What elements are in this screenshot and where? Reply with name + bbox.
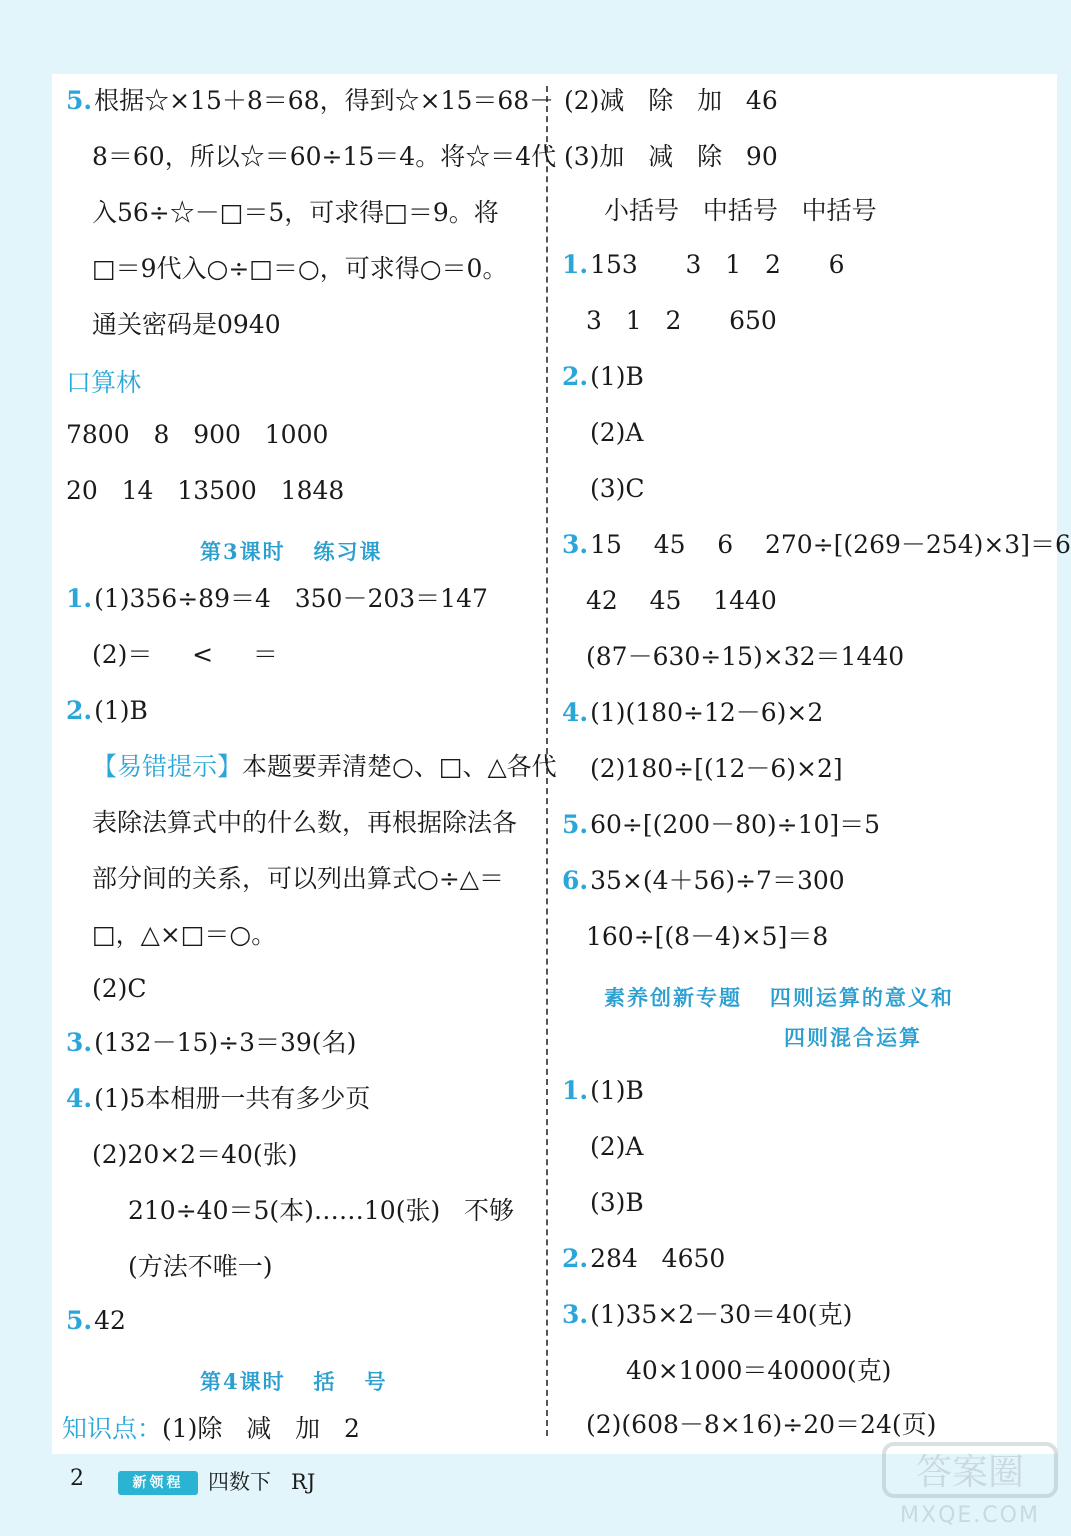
footer-grade-label: 四数下 RJ — [208, 1470, 316, 1494]
r-q2-c: (3)C — [590, 474, 645, 503]
brand-badge: 新领程 — [118, 1471, 198, 1495]
kousuan-row-1: 7800 8 900 1000 — [66, 420, 329, 449]
r-q6-a: 6.35×(4＋56)÷7＝300 — [562, 866, 845, 895]
page-number: 2 — [70, 1466, 84, 1491]
r-k4: 小括号 中括号 中括号 — [604, 196, 877, 225]
l3-q2-a: 2.(1)B — [66, 696, 148, 725]
r-q4-a: 4.(1)(180÷12－6)×2 — [562, 698, 824, 727]
lesson3-heading: 第3课时 练习课 — [200, 539, 383, 564]
r-s1-c: (3)B — [590, 1188, 644, 1217]
r-s1-a: 1.(1)B — [562, 1076, 644, 1105]
svg-text:答案圈: 答案圈 — [915, 1452, 1025, 1493]
special-heading-2: 四则混合运算 — [784, 1025, 922, 1050]
left-q5-line5: 通关密码是0940 — [92, 310, 281, 339]
r-q3-c: (87－630÷15)×32＝1440 — [586, 642, 905, 671]
r-q3-b: 42 45 1440 — [586, 586, 777, 615]
tip-line4: □，△×□＝○。 — [92, 920, 277, 949]
l3-q2-c: (2)C — [92, 974, 147, 1003]
tip-line3: 部分间的关系，可以列出算式○÷△＝ — [92, 864, 504, 893]
l3-q1-b: (2)＝ < ＝ — [92, 640, 278, 669]
r-q2-a: 2.(1)B — [562, 362, 644, 391]
left-q5-line2: 8＝60，所以☆＝60÷15＝4。将☆＝4代 — [92, 142, 557, 171]
r-k2: (2)减 除 加 46 — [564, 86, 778, 115]
watermark-logo-icon — [880, 1438, 1060, 1528]
l3-q5: 5.42 — [66, 1306, 126, 1335]
svg-text:MXQE.COM: MXQE.COM — [900, 1503, 1040, 1528]
tip-label: 【易错提示】 — [92, 752, 243, 781]
r-s3-c: (2)(608－8×16)÷20＝24(页) — [586, 1410, 937, 1439]
r-k3: (3)加 减 除 90 — [564, 142, 778, 171]
left-q5-line3: 入56÷☆－□＝5，可求得□＝9。将 — [92, 198, 499, 227]
l3-q4-b: (2)20×2＝40(张) — [92, 1140, 298, 1169]
r-q6-b: 160÷[(8－4)×5]＝8 — [586, 922, 829, 951]
page-border-left — [0, 0, 52, 1536]
kousuan-title: 口算林 — [66, 368, 142, 397]
r-q4-b: (2)180÷[(12－6)×2] — [590, 754, 843, 783]
tip-line2: 表除法算式中的什么数，再根据除法各 — [92, 808, 518, 837]
r-q1-a: 1.153 3 1 2 6 — [562, 250, 845, 279]
lesson4-heading: 第4课时 括 号 — [200, 1369, 388, 1394]
r-q1-b: 3 1 2 650 — [586, 306, 777, 335]
l3-q4-c: 210÷40＝5(本)……10(张) 不够 — [128, 1196, 515, 1225]
page-border-top — [0, 0, 1071, 74]
r-s2: 2.284 4650 — [562, 1244, 726, 1273]
r-s3-b: 40×1000＝40000(克) — [626, 1356, 892, 1385]
left-q5-line4: □＝9代入○÷□＝○，可求得○＝0。 — [92, 254, 508, 283]
l3-q1-a: 1.(1)356÷89＝4 350－203＝147 — [66, 584, 488, 613]
r-q3-a: 3.15 45 6 270÷[(269－254)×3]＝6 — [562, 530, 1071, 559]
zhishi-label: 知识点： — [62, 1414, 163, 1443]
zhishi-line: 知识点：(1)除 减 加 2 — [62, 1414, 360, 1443]
r-q2-b: (2)A — [590, 418, 644, 447]
l3-q3: 3.(132－15)÷3＝39(名) — [66, 1028, 357, 1057]
kousuan-row-2: 20 14 13500 1848 — [66, 476, 345, 505]
page-border-right — [1057, 0, 1071, 1536]
tip-line1: 【易错提示】本题要弄清楚○、□、△各代 — [92, 752, 557, 781]
special-heading-1: 素养创新专题 四则运算的意义和 — [604, 985, 954, 1010]
r-s3-a: 3.(1)35×2－30＝40(克) — [562, 1300, 853, 1329]
left-q5-line1: 5.根据☆×15＋8＝68，得到☆×15＝68－ — [66, 86, 555, 115]
l3-q4-d: (方法不唯一) — [128, 1252, 273, 1281]
r-q5: 5.60÷[(200－80)÷10]＝5 — [562, 810, 881, 839]
l3-q4-a: 4.(1)5本相册一共有多少页 — [66, 1084, 371, 1113]
r-s1-b: (2)A — [590, 1132, 644, 1161]
